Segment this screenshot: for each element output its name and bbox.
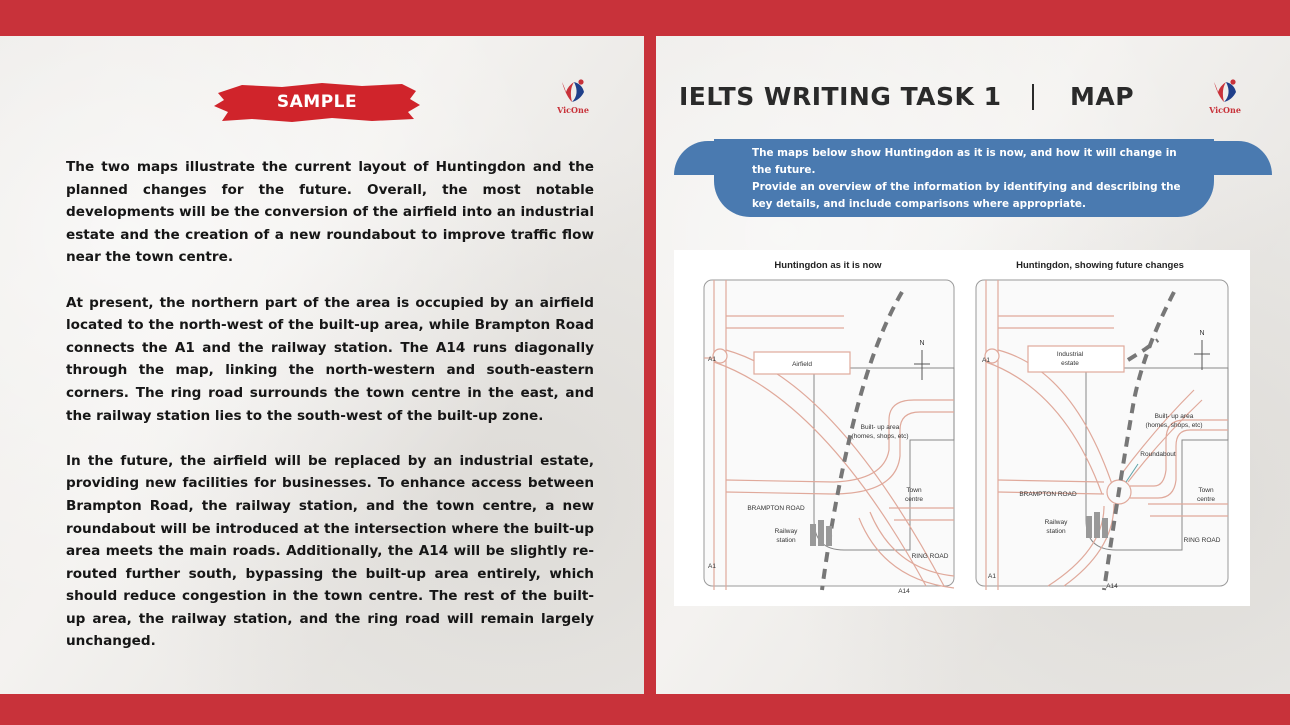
essay-body xyxy=(66,156,594,676)
map-now-label-builtup-2: (homes, shops, etc) xyxy=(851,433,909,440)
map-now-label-brampton: BRAMPTON ROAD xyxy=(747,505,805,512)
map-now-label-ring: RING ROAD xyxy=(911,553,949,560)
map-future-label-railway-1: Railway xyxy=(1044,519,1068,526)
map-now-label-town-1: Town xyxy=(906,487,922,494)
map-future-label-railway-2: station xyxy=(1046,528,1066,535)
map-future-label-ring: RING ROAD xyxy=(1183,537,1221,544)
map-now-label-a1-bottom: A1 xyxy=(708,563,716,570)
essay-paragraph-3: In the future, the airfield will be replaced by an industrial estate, providing new facilities for businesses. To enhance access between Brampton Road, the railway station, and the town centre, a new roundabout will be introduced at the intersection where the built-up area meets the main roads. Additionally, the A14 will be slightly re-routed further south, bypassing the built-up area entirely, which should reduce congestion in the town centre. The rest of the built-up area, the railway station, and the ring road will remain largely unchanged. xyxy=(66,452,594,650)
task-prompt-line-1: The maps below show Huntingdon as it is now, and how it will change in the future. xyxy=(752,147,1177,176)
map-future-label-industrial-1: Industrial xyxy=(1056,351,1084,358)
map-now-title: Huntingdon as it is now xyxy=(774,260,882,271)
task-prompt-line-2: Provide an overview of the information by identifying and describing the key details, and include comparisons where appropriate. xyxy=(752,181,1181,210)
map-now-label-railway-1: Railway xyxy=(774,528,798,535)
map-future-label-town-1: Town xyxy=(1198,487,1214,494)
map-now-label-a1-top: A1 xyxy=(708,356,716,363)
map-now-label-north: N xyxy=(919,340,925,347)
map-future-label-roundabout: Roundabout xyxy=(1140,451,1176,458)
essay-paragraph-1: The two maps illustrate the current layout of Huntingdon and the planned changes for the future. Overall, the most notable developments will be the conversion of the airfield into an industrial estate and the creation of a new roundabout to improve traffic flow near the town centre. xyxy=(66,159,594,266)
task-category: MAP xyxy=(1070,82,1135,111)
sample-label: SAMPLE xyxy=(276,92,358,112)
map-future-label-a1-top: A1 xyxy=(982,357,990,364)
sample-banner xyxy=(212,79,412,125)
map-future-title: Huntingdon, showing future changes xyxy=(1016,260,1184,271)
map-future xyxy=(976,260,1228,590)
map-future-label-town-2: centre xyxy=(1196,496,1216,503)
vicone-logo-right xyxy=(1208,78,1242,120)
map-now-label-a14: A14 xyxy=(898,588,910,595)
map-now-label-railway-2: station xyxy=(776,537,796,544)
map-now-label-builtup-1: Built- up area xyxy=(860,424,900,431)
map-future-industrial-estate xyxy=(1028,346,1124,372)
map-now-label-town-2: centre xyxy=(904,496,924,503)
maps-figure xyxy=(674,250,1250,606)
map-now xyxy=(704,260,954,595)
task-prompt xyxy=(714,139,1214,217)
vicone-logo xyxy=(556,78,590,120)
map-future-label-north: N xyxy=(1199,330,1205,337)
map-future-label-builtup-2: (homes, shops, etc) xyxy=(1145,422,1203,429)
page-title: IELTS WRITING TASK 1 xyxy=(679,82,1002,111)
logo-brand-text: VicOne xyxy=(557,105,589,115)
sample-panel xyxy=(0,36,644,694)
task-panel xyxy=(656,36,1290,694)
map-future-label-brampton: BRAMPTON ROAD xyxy=(1019,491,1077,498)
map-future-label-builtup-1: Built- up area xyxy=(1154,413,1194,420)
map-future-label-a1-bottom: A1 xyxy=(988,573,996,580)
logo-brand-text-right: VicOne xyxy=(1209,105,1241,115)
essay-paragraph-2: At present, the northern part of the area is occupied by an airfield located to the north-west of the built-up area, while Brampton Road connects the A1 and the railway station. The A14 runs diagonally through the map, linking the north-western and south-eastern corners. The ring road surrounds the town centre in the east, and the railway station lies to the south-west of the built-up zone. xyxy=(66,294,594,424)
map-now-label-airfield: Airfield xyxy=(792,361,812,368)
map-future-label-industrial-2: estate xyxy=(1061,360,1079,367)
title-divider xyxy=(1032,84,1034,110)
map-future-label-a14: A14 xyxy=(1106,583,1118,590)
